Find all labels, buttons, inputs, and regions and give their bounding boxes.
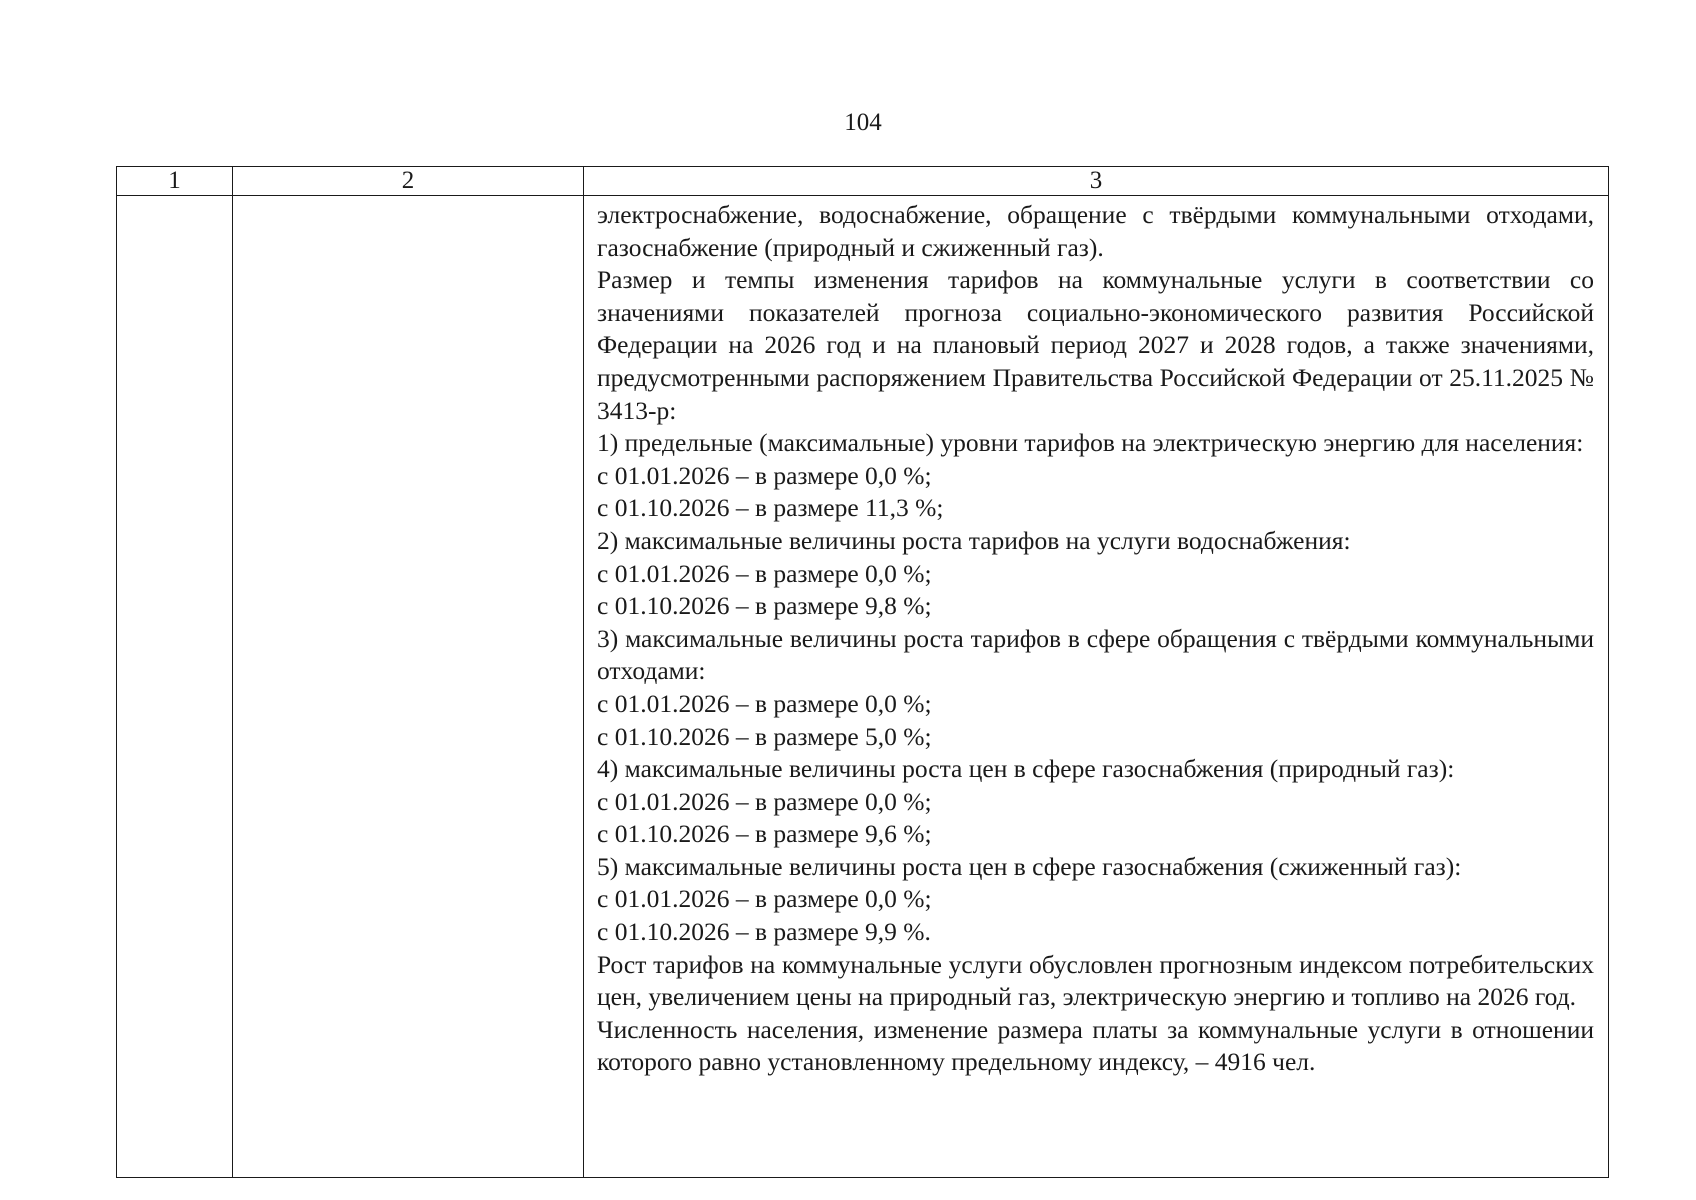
table-header-row [117, 167, 1609, 196]
item-liquefied-gas: 5) максимальные величины роста цен в сфере газоснабжения (сжиженный газ): [597, 851, 1462, 881]
cell-column-1 [117, 196, 233, 1178]
item-natural-gas-rate-jan: с 01.01.2026 – в размере 0,0 %; [597, 786, 932, 816]
document-table [116, 166, 1609, 1178]
page-number: 104 [844, 109, 882, 136]
item-electricity: 1) предельные (максимальные) уровни тарифов на электрическую энергию для населения: [597, 428, 1584, 458]
item-natural-gas: 4) максимальные величины роста цен в сфере газоснабжения (природный газ): [597, 754, 1455, 784]
column-header-1: 1 [117, 167, 233, 196]
item-waste-rate-oct: с 01.10.2026 – в размере 5,0 %; [597, 721, 932, 751]
item-water: 2) максимальные величины роста тарифов на услуги водоснабжения: [597, 525, 1351, 555]
column-header-3: 3 [584, 167, 1609, 196]
item-natural-gas-rate-oct: с 01.10.2026 – в размере 9,6 %; [597, 819, 932, 849]
item-electricity-rate-jan: с 01.01.2026 – в размере 0,0 %; [597, 460, 932, 490]
item-water-rate-jan: с 01.01.2026 – в размере 0,0 %; [597, 558, 932, 588]
paragraph-tariff-basis: Размер и темпы изменения тарифов на коммунальные услуги в соответствии со значениями показателей прогноза социально-экономического развития Российской Федерации на 2026 год и на плановый период 2027 и 2028 годов, а также значениями, предусмотренными распоряжением Правительства Российской Федерации от 25.11.2025 № 3413-р: [597, 265, 1594, 425]
item-water-rate-oct: с 01.10.2026 – в размере 9,8 %; [597, 591, 932, 621]
table-row [117, 196, 1609, 1178]
cell-column-2 [233, 196, 584, 1178]
item-waste-rate-jan: с 01.01.2026 – в размере 0,0 %; [597, 688, 932, 718]
item-waste: 3) максимальные величины роста тарифов в сфере обращения с твёрдыми коммунальными отходами: [597, 623, 1594, 686]
item-electricity-rate-oct: с 01.10.2026 – в размере 11,3 %; [597, 493, 944, 523]
item-liquefied-gas-rate-jan: с 01.01.2026 – в размере 0,0 %; [597, 884, 932, 914]
item-liquefied-gas-rate-oct: с 01.10.2026 – в размере 9,9 %. [597, 917, 931, 947]
paragraph-tariff-growth-reason: Рост тарифов на коммунальные услуги обусловлен прогнозным индексом потребительских цен, увеличением цены на природный газ, электрическую энергию и топливо на 2026 год. [597, 949, 1594, 1012]
paragraph-services: электроснабжение, водоснабжение, обращение с твёрдыми коммунальными отходами, газоснабжение (природный и сжиженный газ). [597, 200, 1594, 262]
column-header-2: 2 [233, 167, 584, 196]
cell-column-3 [584, 196, 1609, 1178]
paragraph-population-count: Численность населения, изменение размера платы за коммунальные услуги в отношении которого равно установленному предельному индексу, – 4916 чел. [597, 1014, 1594, 1077]
